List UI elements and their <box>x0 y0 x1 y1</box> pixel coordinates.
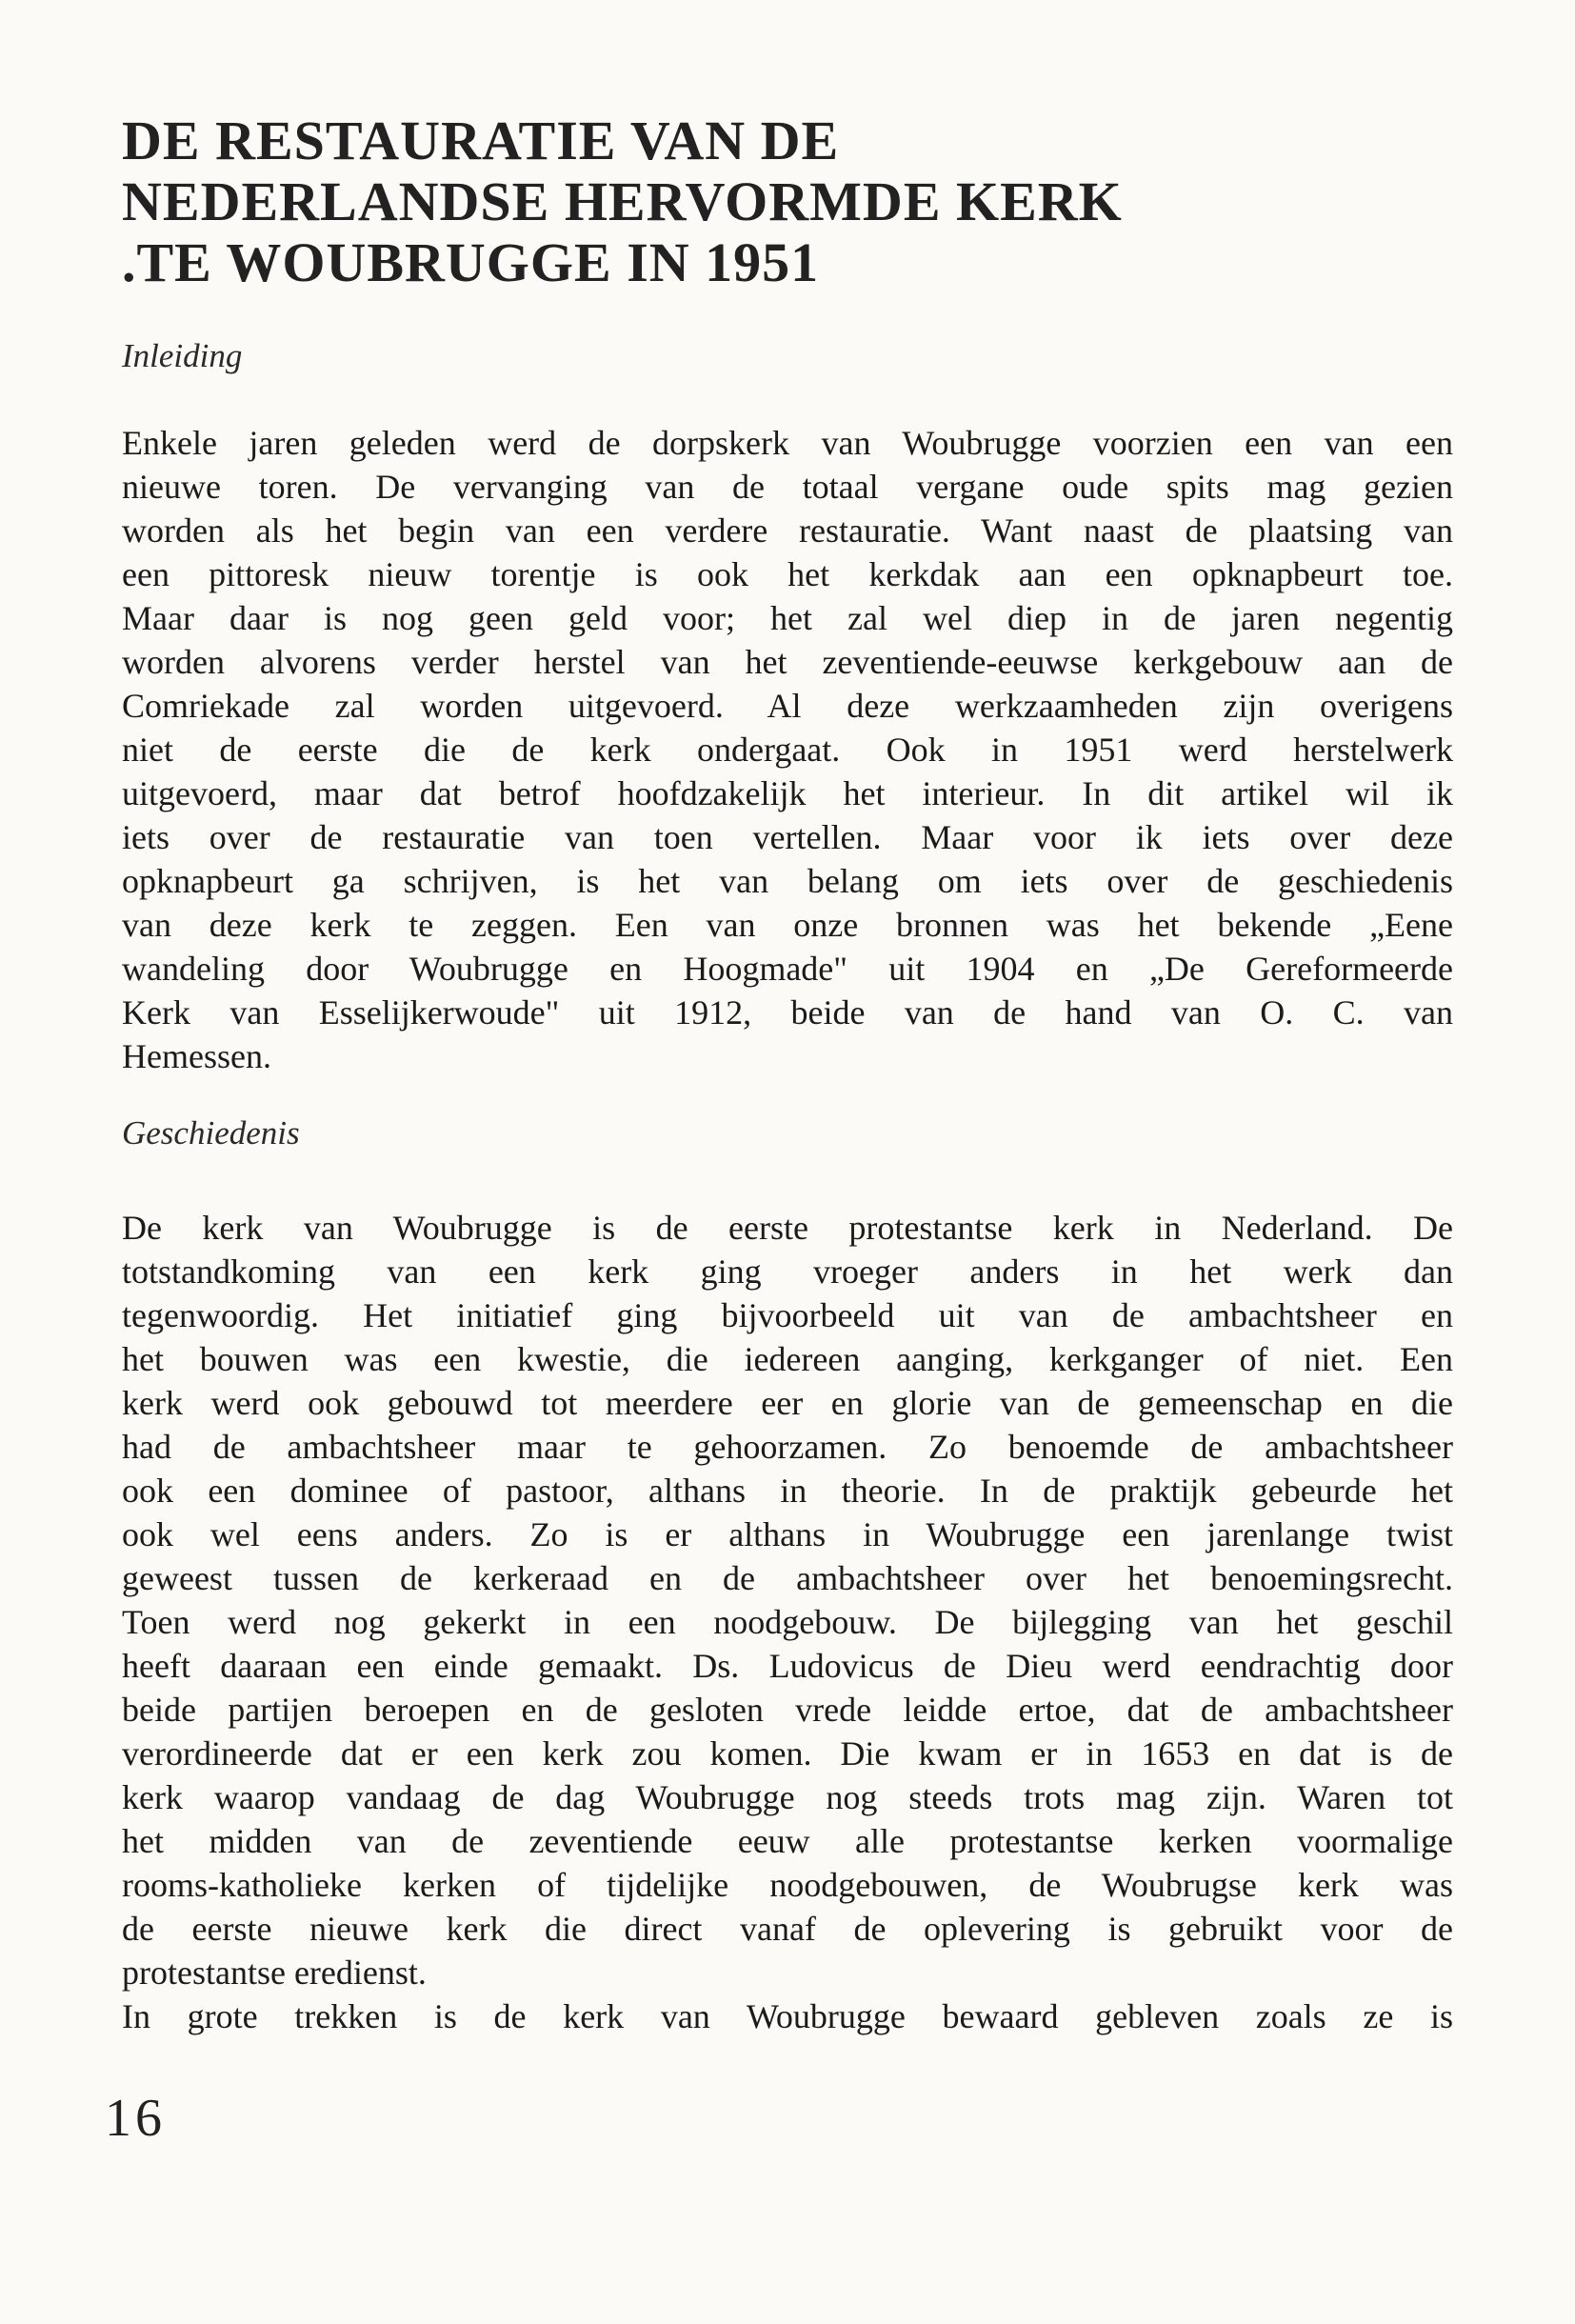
text-line: rooms-katholieke kerken of tijdelijke noodgebouwen, de Woubrugse kerk was <box>122 1866 1453 1904</box>
text-line: het midden van de zeventiende eeuw alle protestantse kerken voormalige <box>122 1822 1453 1860</box>
text-line: van deze kerk te zeggen. Een van onze bronnen was het bekende „Eene <box>122 906 1453 944</box>
text-line: had de ambachtsheer maar te gehoorzamen. Zo benoemde de ambachtsheer <box>122 1428 1453 1466</box>
title-line: .TE WOUBRUGGE IN 1951 <box>122 231 820 293</box>
text-line: iets over de restauratie van toen vertellen. Maar voor ik iets over deze <box>122 818 1453 856</box>
text-line: ook wel eens anders. Zo is er althans in Woubrugge een jarenlange twist <box>122 1515 1453 1553</box>
text-line: niet de eerste die de kerk ondergaat. Ook in 1951 werd herstelwerk <box>122 731 1453 769</box>
text-line: opknapbeurt ga schrijven, is het van belang om iets over de geschiedenis <box>122 862 1453 900</box>
text-line: totstandkoming van een kerk ging vroeger anders in het werk dan <box>122 1252 1453 1291</box>
text-line: kerk werd ook gebouwd tot meerdere eer en glorie van de gemeenschap en die <box>122 1384 1453 1422</box>
paragraph-geschiedenis <box>122 1206 1453 2038</box>
section-heading-geschiedenis: Geschiedenis <box>122 1114 300 1152</box>
text-line: ook een dominee of pastoor, althans in theorie. In de praktijk gebeurde het <box>122 1472 1453 1510</box>
text-line: Comriekade zal worden uitgevoerd. Al deze werkzaamheden zijn overigens <box>122 687 1453 725</box>
page-number: 16 <box>105 2089 166 2148</box>
paragraph-inleiding <box>122 421 1453 1078</box>
title-line: DE RESTAURATIE VAN DE <box>122 110 840 171</box>
text-line: worden als het begin van een verdere restauratie. Want naast de plaatsing van <box>122 511 1453 550</box>
text-line: beide partijen beroepen en de gesloten vrede leidde ertoe, dat de ambachtsheer <box>122 1691 1453 1729</box>
text-line: het bouwen was een kwestie, die iedereen aanging, kerkganger of niet. Een <box>122 1340 1453 1378</box>
text-line: Kerk van Esselijkerwoude" uit 1912, beide van de hand van O. C. van <box>122 993 1453 1032</box>
text-line: geweest tussen de kerkeraad en de ambachtsheer over het benoemingsrecht. <box>122 1559 1453 1597</box>
text-line: Hemessen. <box>122 1037 271 1075</box>
text-line: In grote trekken is de kerk van Woubrugge bewaard gebleven zoals ze is <box>122 1997 1453 2035</box>
text-line: Toen werd nog gekerkt in een noodgebouw. De bijlegging van het geschil <box>122 1603 1453 1641</box>
text-line: de eerste nieuwe kerk die direct vanaf de oplevering is gebruikt voor de <box>122 1910 1453 1948</box>
article-title <box>122 110 1312 293</box>
text-line: nieuwe toren. De vervanging van de totaal vergane oude spits mag gezien <box>122 468 1453 506</box>
text-line: tegenwoordig. Het initiatief ging bijvoorbeeld uit van de ambachtsheer en <box>122 1296 1453 1334</box>
text-line: worden alvorens verder herstel van het zeventiende-eeuwse kerkgebouw aan de <box>122 643 1453 681</box>
text-line: kerk waarop vandaag de dag Woubrugge nog steeds trots mag zijn. Waren tot <box>122 1778 1453 1816</box>
text-line: wandeling door Woubrugge en Hoogmade" uit 1904 en „De Gereformeerde <box>122 950 1453 988</box>
text-line: De kerk van Woubrugge is de eerste protestantse kerk in Nederland. De <box>122 1209 1453 1247</box>
text-line: verordineerde dat er een kerk zou komen. Die kwam er in 1653 en dat is de <box>122 1734 1453 1773</box>
text-line: heeft daaraan een einde gemaakt. Ds. Ludovicus de Dieu werd eendrachtig door <box>122 1647 1453 1685</box>
title-line: NEDERLANDSE HERVORMDE KERK <box>122 170 1123 232</box>
text-line: een pittoresk nieuw torentje is ook het kerkdak aan een opknapbeurt toe. <box>122 555 1453 593</box>
section-heading-inleiding: Inleiding <box>122 337 243 374</box>
text-line: uitgevoerd, maar dat betrof hoofdzakelijk het interieur. In dit artikel wil ik <box>122 774 1453 812</box>
text-line: Enkele jaren geleden werd de dorpskerk van Woubrugge voorzien een van een <box>122 424 1453 462</box>
text-line: protestantse eredienst. <box>122 1953 427 1992</box>
text-line: Maar daar is nog geen geld voor; het zal wel diep in de jaren negentig <box>122 599 1453 637</box>
